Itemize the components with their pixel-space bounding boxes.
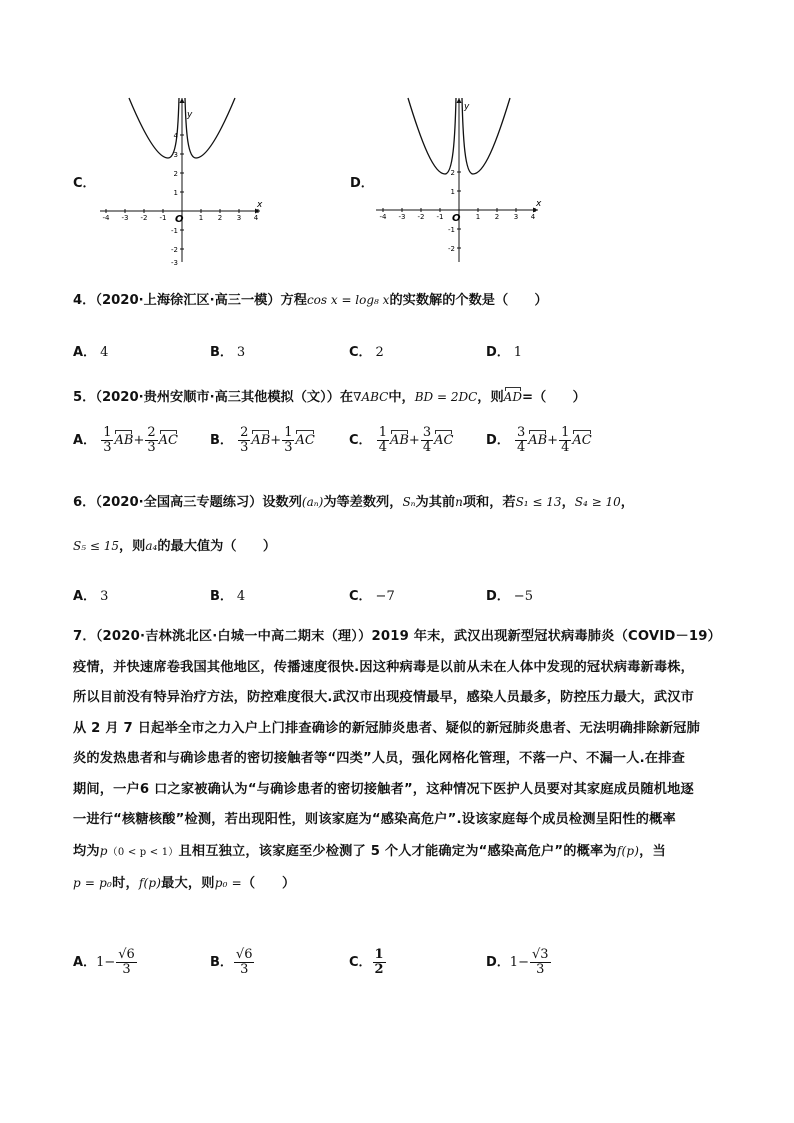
q5-option-c: C． $\frac{1}{4}$ AB+ $\frac{3}{4}$ AC <box>349 425 454 455</box>
tick-label: 4 <box>173 132 178 140</box>
q6-option-c: C． −7 <box>349 589 395 604</box>
math-expression: ∇ABC <box>353 390 389 404</box>
tick-label: 3 <box>236 214 242 222</box>
vector-ad: AD <box>503 390 522 404</box>
q7-option-a: A．1− $\frac{√6}{3}$ <box>73 947 135 977</box>
question-4-stem <box>73 289 548 308</box>
origin-label: O <box>452 213 461 224</box>
graph-c <box>96 94 268 266</box>
tick-label: -2 <box>448 245 455 253</box>
tick-label: -1 <box>159 214 167 222</box>
y-arrow-icon <box>180 98 185 103</box>
y-arrow-icon <box>457 98 462 103</box>
tick-label: -3 <box>171 259 178 266</box>
question-text: 中， <box>388 390 415 405</box>
math-expression: cos x = log₈ x <box>306 293 390 307</box>
x-axis-label: x <box>536 199 542 209</box>
question-text-line: 疫情，并快速席卷我国其他地区，传播速度很快.因这种病毒是以前从未在人体中发现的冠状病毒新毒株， <box>73 659 695 675</box>
x-axis-label: x <box>257 200 263 210</box>
question-text-line: 期间，一户6 口之家被确认为“与确诊患者的密切接触者”，这种情况下医护人员要对其家庭成员随机地逐 <box>73 781 694 797</box>
option-c-label: C． <box>73 176 96 191</box>
q6-option-d: D． −5 <box>486 589 533 604</box>
math-expression: BD = 2DC <box>414 390 478 404</box>
question-text: 4．（2020·上海徐汇区·高三一模）方程 <box>73 293 307 308</box>
question-text-line: p = p₀时，f(p)最大，则p₀ =（ ） <box>73 876 296 891</box>
tick-label: 4 <box>253 214 259 222</box>
tick-label: -2 <box>171 246 178 254</box>
question-text: 的实数解的个数是（ ） <box>389 293 548 308</box>
graph-d <box>372 94 544 266</box>
tick-label: 1 <box>173 189 178 197</box>
origin-label: O <box>175 214 184 225</box>
question-7-stem <box>73 622 733 900</box>
y-axis-label: y <box>187 110 193 120</box>
question-6-stem-line1: 6．（2020·全国高三专题练习）设数列(aₙ)为等差数列，Sₙ为其前n项和，若S₁ ≤ 13，S₄ ≥ 10， <box>73 495 634 510</box>
tick-label: -1 <box>448 226 455 234</box>
tick-label: 3 <box>513 213 519 221</box>
tick-label: 1 <box>450 188 455 196</box>
tick-label: -1 <box>171 227 178 235</box>
tick-label: -2 <box>140 214 148 222</box>
tick-label: 1 <box>475 213 481 221</box>
q4-option-a: A． 4 <box>73 345 109 360</box>
tick-label: -3 <box>121 214 129 222</box>
q5-option-a: A． $\frac{1}{3}$ AB+ $\frac{2}{3}$ AC <box>73 425 178 455</box>
tick-label: -2 <box>417 213 425 221</box>
tick-label: 4 <box>530 213 536 221</box>
q7-option-c: C． $\frac{1}{2}$ <box>349 947 384 977</box>
tick-label: 2 <box>450 169 455 177</box>
question-text-line: 一进行“核糖核酸”检测，若出现阳性，则该家庭为“感染高危户”.设该家庭每个成员检测呈阳性的概率 <box>73 812 676 827</box>
tick-label: 1 <box>198 214 204 222</box>
tick-label: 2 <box>217 214 223 222</box>
q6-option-b: B． 4 <box>210 589 246 604</box>
option-d-label: D． <box>350 176 374 191</box>
q4-option-d: D． 1 <box>486 345 523 360</box>
question-text-line: 从 2 月 7 日起举全市之力入户上门排查确诊的新冠肺炎患者、疑似的新冠肺炎患者、无法明确排除新冠肺 <box>73 720 700 736</box>
question-text: 5．（2020·贵州安顺市·高三其他模拟（文））在 <box>73 390 354 405</box>
tick-label: 2 <box>173 170 178 178</box>
question-text-line: 所以目前没有特异治疗方法，防控难度很大.武汉市出现疫情最早，感染人员最多，防控压力最大，武汉市 <box>73 690 695 705</box>
question-text: =（ ） <box>521 390 586 405</box>
q4-option-b: B． 3 <box>210 345 246 360</box>
question-5-stem <box>73 386 586 405</box>
q7-option-b: B． $\frac{√6}{3}$ <box>210 947 253 977</box>
question-text-line: 均为p（0 < p < 1）且相互独立，该家庭至少检测了 5 个人才能确定为“感染高危户”的概率为f(p)，当 <box>73 843 666 859</box>
q5-option-b: B． $\frac{2}{3}$ AB+ $\frac{1}{3}$ AC <box>210 425 315 455</box>
q5-option-d: D． $\frac{3}{4}$ AB+ $\frac{1}{4}$ AC <box>486 425 592 455</box>
q7-option-d: D．1− $\frac{√3}{3}$ <box>486 947 549 977</box>
tick-label: 2 <box>494 213 500 221</box>
y-axis-label: y <box>464 102 470 112</box>
q4-option-c: C． 2 <box>349 345 384 360</box>
question-text-line: 炎的发热患者和与确诊患者的密切接触者等“四类”人员，强化网格化管理，不落一户、不漏一人.在排查 <box>73 751 685 766</box>
tick-label: -3 <box>398 213 406 221</box>
tick-label: -4 <box>379 213 387 221</box>
tick-label: 3 <box>173 151 178 159</box>
q6-option-a: A． 3 <box>73 589 109 604</box>
tick-label: -1 <box>436 213 444 221</box>
question-text-line: 7．（2020·吉林洮北区·白城一中高二期末（理））2019 年末，武汉出现新型冠状病毒肺炎（COVID－19） <box>73 629 722 644</box>
question-6-stem-line2: S₅ ≤ 15，则a₄的最大值为（ ） <box>73 539 277 554</box>
tick-label: -4 <box>102 214 110 222</box>
question-text: ，则 <box>477 390 504 405</box>
